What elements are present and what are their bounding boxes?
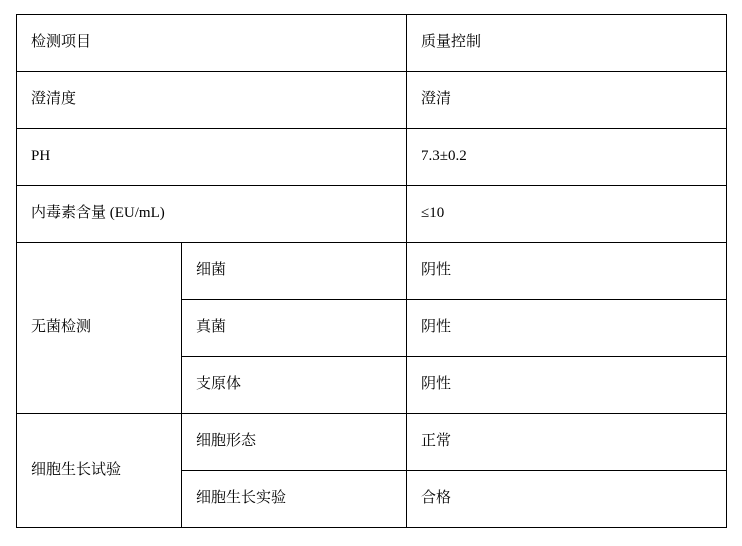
cell-clarity-label: 澄清度	[17, 72, 407, 129]
cell-ph-value: 7.3±0.2	[407, 129, 727, 186]
cell-ph-label: PH	[17, 129, 407, 186]
cell-growth-group-label: 细胞生长试验	[17, 414, 182, 528]
cell-bacteria-label: 细菌	[182, 243, 407, 300]
table-row	[17, 129, 727, 186]
table-row	[17, 414, 727, 471]
cell-clarity-value: 澄清	[407, 72, 727, 129]
cell-cell-growth-label: 细胞生长实验	[182, 471, 407, 528]
table-row	[17, 243, 727, 300]
cell-test-item-header: 检测项目	[17, 15, 407, 72]
cell-mycoplasma-value: 阴性	[407, 357, 727, 414]
cell-endotoxin-value: ≤10	[407, 186, 727, 243]
table-row	[17, 15, 727, 72]
cell-fungus-value: 阴性	[407, 300, 727, 357]
cell-quality-control-header: 质量控制	[407, 15, 727, 72]
cell-sterility-group-label: 无菌检测	[17, 243, 182, 414]
cell-bacteria-value: 阴性	[407, 243, 727, 300]
table-row	[17, 72, 727, 129]
cell-endotoxin-label: 内毒素含量 (EU/mL)	[17, 186, 407, 243]
cell-cell-morphology-label: 细胞形态	[182, 414, 407, 471]
quality-control-table	[16, 14, 727, 528]
cell-cell-growth-value: 合格	[407, 471, 727, 528]
table-row	[17, 186, 727, 243]
cell-mycoplasma-label: 支原体	[182, 357, 407, 414]
cell-cell-morphology-value: 正常	[407, 414, 727, 471]
cell-fungus-label: 真菌	[182, 300, 407, 357]
